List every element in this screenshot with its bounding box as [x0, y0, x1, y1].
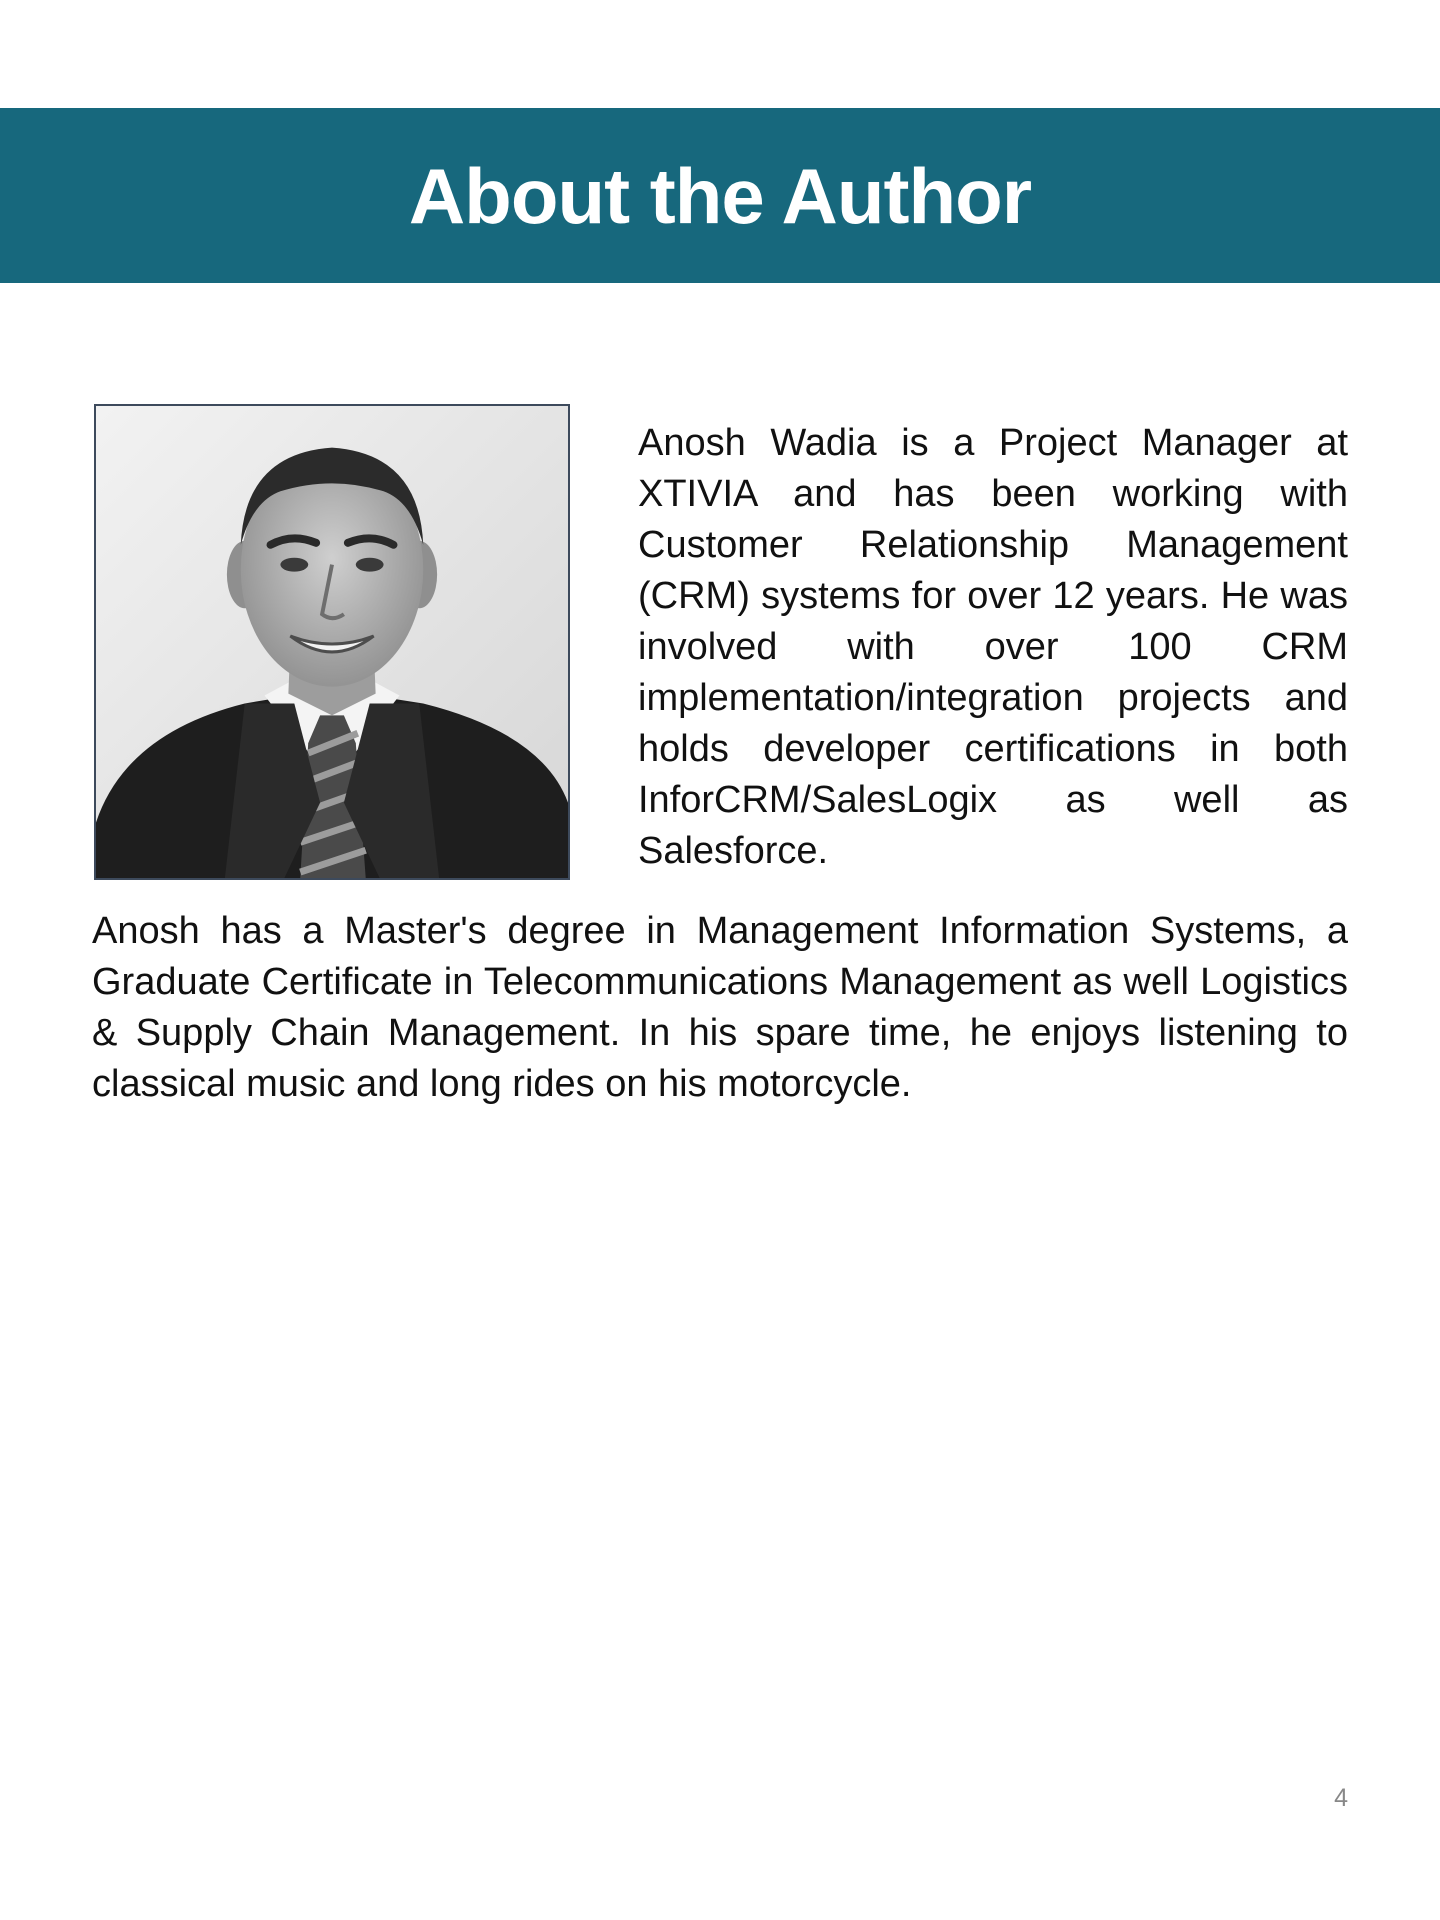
- page-title: About the Author: [408, 151, 1032, 240]
- author-portrait-image: [96, 406, 568, 878]
- author-photo: [94, 404, 570, 880]
- page-number: 4: [1334, 1784, 1348, 1812]
- header-band: [0, 108, 1440, 283]
- author-bio-intro: Anosh Wadia is a Project Manager at XTIVIA and has been working with Customer Relationship Management (CRM) systems for over 12 years. He was involved with over 100 CRM implementation/integration projects and holds developer certifications in both InforCRM/SalesLogix as well as Salesforce.: [638, 422, 1348, 872]
- author-bio-details: Anosh has a Master's degree in Management Information Systems, a Graduate Certificate in Telecommunications Management as well Logistics & Supply Chain Management. In his spare time, he enjoys listening to classical music and long rides on his motorcycle.: [92, 910, 1348, 1105]
